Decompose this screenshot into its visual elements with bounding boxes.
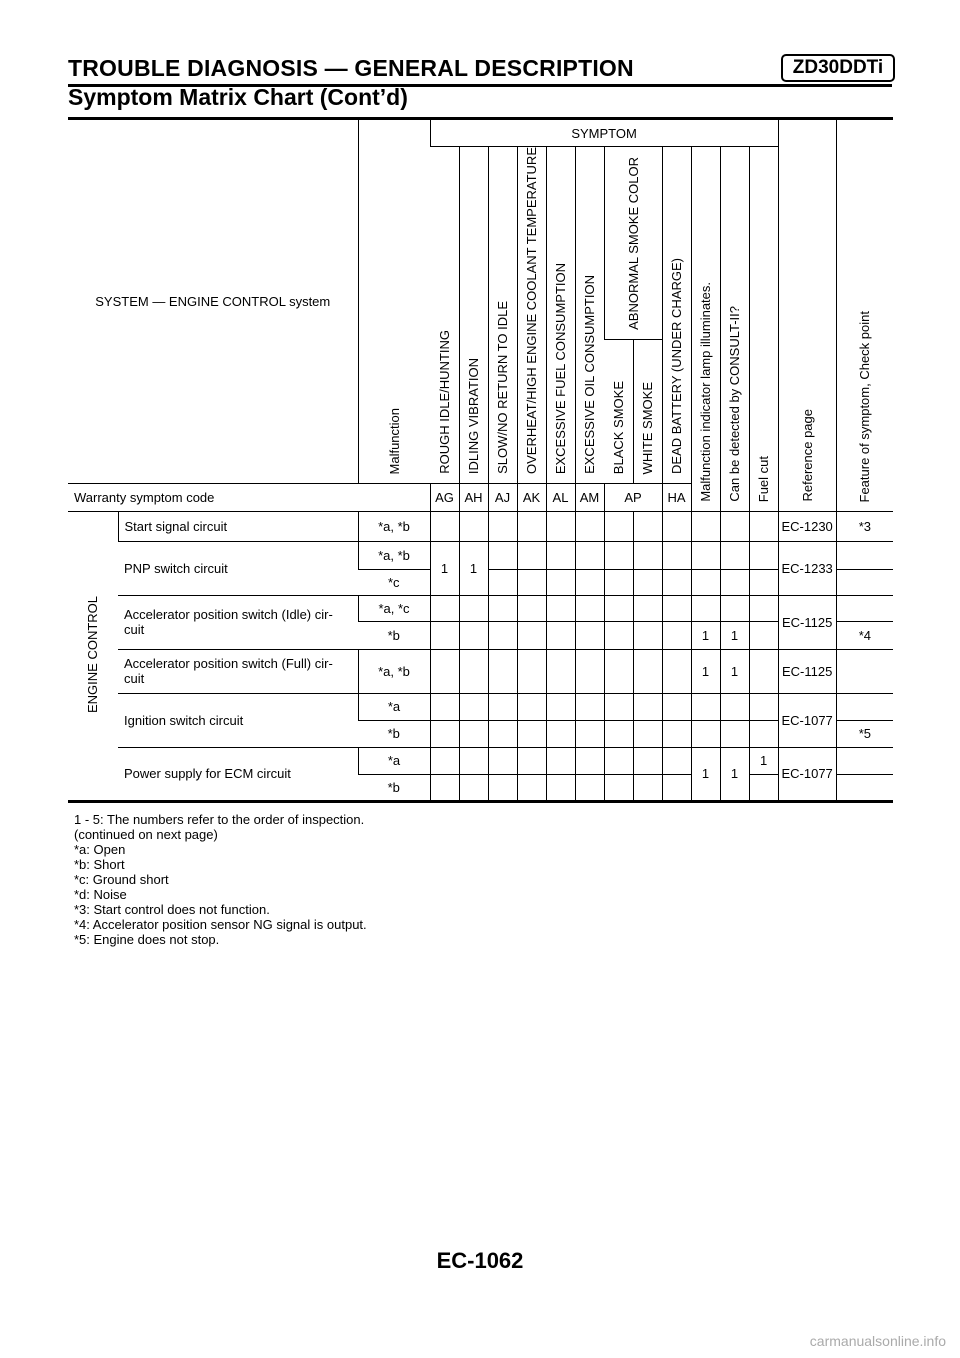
page-title: TROUBLE DIAGNOSIS — GENERAL DESCRIPTION	[68, 55, 634, 81]
fuel-cut-cell: 1	[749, 747, 778, 774]
table-row	[68, 693, 893, 720]
warranty-label: Warranty symptom code	[68, 483, 430, 511]
footnote: *5: Engine does not stop.	[74, 932, 220, 947]
malfunction-cell: *b	[358, 621, 430, 649]
consult-cell: 1	[720, 649, 749, 693]
col-dead-battery: DEAD BATTERY (UNDER CHARGE)	[662, 147, 691, 484]
row-name: Accelerator position switch (Idle) cir- cuit	[118, 595, 358, 649]
reference-cell: EC-1233	[778, 541, 836, 595]
col-slow-return: SLOW/NO RETURN TO IDLE	[488, 147, 517, 484]
row-name: PNP switch circuit	[118, 541, 358, 595]
footnote: *3: Start control does not function.	[74, 902, 270, 917]
footnote: *4: Accelerator position sensor NG signal is output.	[74, 917, 367, 932]
symptom-matrix-table	[68, 117, 893, 803]
footnote: *d: Noise	[74, 887, 127, 902]
warranty-code: AJ	[488, 483, 517, 511]
reference-page-header: Reference page	[778, 119, 836, 512]
col-rough-idle: ROUGH IDLE/HUNTING	[430, 147, 459, 484]
mil-cell: 1	[691, 649, 720, 693]
malfunction-cell: *a, *c	[358, 595, 430, 621]
footnote: *a: Open	[74, 842, 126, 857]
feature-cell: *3	[836, 511, 893, 541]
feature-header: Feature of symptom, Check point	[836, 119, 893, 512]
footnote: *b: Short	[74, 857, 125, 872]
reference-cell: EC-1230	[778, 511, 836, 541]
col-black-smoke: BLACK SMOKE	[604, 339, 633, 483]
row-name: Power supply for ECM circuit	[118, 747, 358, 801]
table-row	[68, 595, 893, 621]
malfunction-cell: *b	[358, 774, 430, 801]
reference-cell: EC-1125	[778, 595, 836, 649]
footnotes	[74, 812, 367, 947]
page-number: EC-1062	[436, 1248, 524, 1273]
malfunction-cell: *a	[358, 693, 430, 720]
footnote: (continued on next page)	[74, 827, 218, 842]
engine-control-group: ENGINE CONTROL	[68, 511, 118, 801]
malfunction-cell: *c	[358, 569, 430, 595]
consult-cell: 1	[720, 747, 749, 801]
malfunction-cell: *a, *b	[358, 511, 430, 541]
table-row	[68, 511, 893, 541]
malfunction-cell: *b	[358, 720, 430, 747]
malfunction-cell: *a, *b	[358, 649, 430, 693]
model-badge: ZD30DDTi	[781, 54, 895, 82]
malfunction-header: Malfunction	[358, 119, 430, 484]
symptom-header: SYMPTOM	[430, 119, 778, 147]
watermark: carmanualsonline.info	[809, 1333, 946, 1349]
footnote: *c: Ground short	[74, 872, 169, 887]
col-consult: Can be detected by CONSULT-II?	[720, 147, 749, 512]
table-row	[68, 541, 893, 569]
warranty-code: HA	[662, 483, 691, 511]
idling-vibration-cell: 1	[459, 541, 488, 595]
warranty-code: AH	[459, 483, 488, 511]
mil-cell: 1	[691, 747, 720, 801]
reference-cell: EC-1077	[778, 693, 836, 747]
warranty-code: AK	[517, 483, 546, 511]
malfunction-cell: *a	[358, 747, 430, 774]
consult-cell: 1	[720, 621, 749, 649]
row-name: Ignition switch circuit	[118, 693, 358, 747]
feature-cell: *5	[836, 720, 893, 747]
col-overheat: OVERHEAT/HIGH ENGINE COOLANT TEMPERATURE	[517, 147, 546, 484]
table-row	[68, 747, 893, 774]
col-excessive-fuel: EXCESSIVE FUEL CONSUMPTION	[546, 147, 575, 484]
reference-cell: EC-1077	[778, 747, 836, 801]
warranty-code: AP	[604, 483, 662, 511]
col-abnormal-smoke: ABNORMAL SMOKE COLOR	[604, 147, 662, 340]
system-header: SYSTEM — ENGINE CONTROL system	[95, 293, 331, 309]
malfunction-cell: *a, *b	[358, 541, 430, 569]
footnote: 1 - 5: The numbers refer to the order of inspection.	[74, 812, 365, 827]
page-subtitle: Symptom Matrix Chart (Cont’d)	[68, 84, 408, 110]
col-white-smoke: WHITE SMOKE	[633, 339, 662, 483]
table-row	[68, 649, 893, 693]
col-excessive-oil: EXCESSIVE OIL CONSUMPTION	[575, 147, 604, 484]
row-name: Accelerator position switch (Full) cir- cuit	[118, 649, 358, 693]
warranty-code: AG	[430, 483, 459, 511]
warranty-code: AL	[546, 483, 575, 511]
mil-cell: 1	[691, 621, 720, 649]
warranty-code: AM	[575, 483, 604, 511]
rough-idle-cell: 1	[430, 541, 459, 595]
row-name: Start signal circuit	[118, 511, 358, 541]
feature-cell: *4	[836, 621, 893, 649]
col-idling-vibration: IDLING VIBRATION	[459, 147, 488, 484]
col-fuel-cut: Fuel cut	[749, 147, 778, 512]
reference-cell: EC-1125	[778, 649, 836, 693]
col-mil: Malfunction indicator lamp illuminates.	[691, 147, 720, 512]
